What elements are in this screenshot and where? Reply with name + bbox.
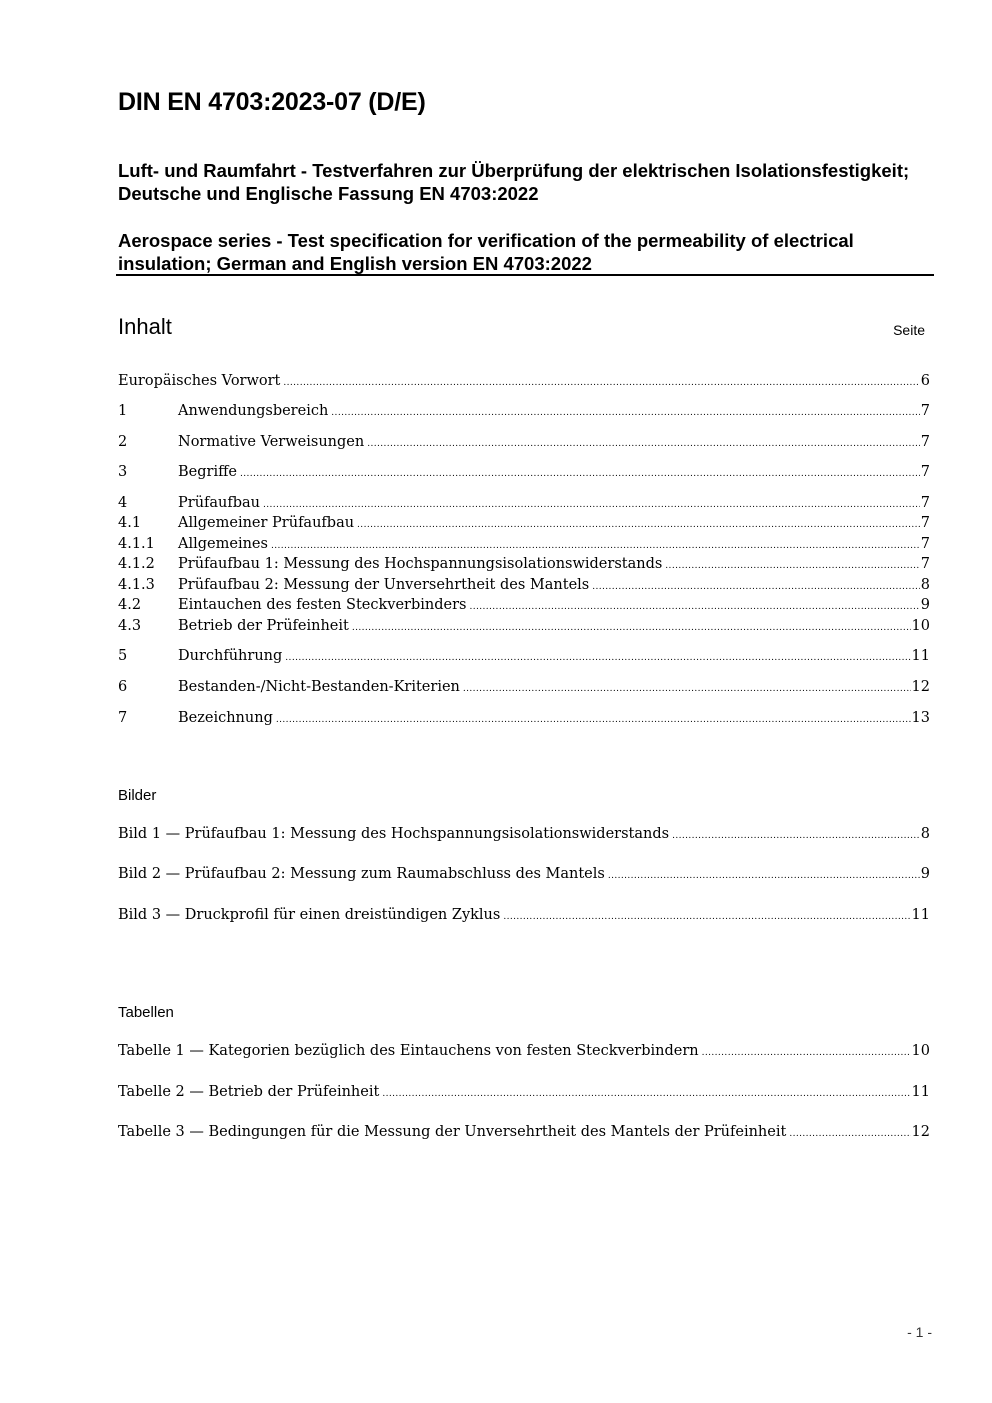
toc-leader-dots (672, 824, 920, 846)
toc-leader-dots (503, 905, 910, 927)
figure-entry-title: Bild 3 — Druckprofil für einen dreistündigen Zyklus (118, 907, 501, 923)
toc-entry-number: 4.2 (118, 597, 142, 613)
table-entry[interactable] (118, 1122, 930, 1142)
toc-leader-dots (367, 432, 920, 454)
figure-entry[interactable] (118, 824, 930, 844)
document-id-title: DIN EN 4703:2023-07 (D/E) (118, 88, 426, 116)
toc-entry-title: Anwendungsbereich (178, 403, 329, 419)
toc-entry-number: 3 (118, 464, 128, 480)
toc-entry-title: Bestanden-/Nicht-Bestanden-Kriterien (178, 679, 460, 695)
toc-entry[interactable] (118, 401, 930, 421)
toc-entry-title: Bezeichnung (178, 710, 273, 726)
toc-entry-page: 8 (920, 577, 930, 593)
toc-entry[interactable] (118, 554, 930, 574)
table-entry-page: 10 (911, 1043, 930, 1059)
toc-leader-dots (263, 493, 920, 515)
toc-entry-title: Prüfaufbau 2: Messung der Unversehrtheit des Mantels (178, 577, 590, 593)
toc-entry-page: 12 (911, 679, 930, 695)
title-divider (116, 274, 934, 276)
toc-entry-number: 4 (118, 495, 128, 511)
toc-entry-title: Begriffe (178, 464, 237, 480)
figure-entry-page: 8 (920, 826, 930, 842)
figure-entry-page: 9 (920, 866, 930, 882)
toc-entry-page: 7 (920, 515, 930, 531)
figures-heading: Bilder (118, 787, 157, 804)
toc-entry-page: 7 (920, 536, 930, 552)
table-entry[interactable] (118, 1082, 930, 1102)
table-entry-title: Tabelle 3 — Bedingungen für die Messung der Unversehrtheit des Mantels der Prüfeinheit (118, 1124, 787, 1140)
toc-entry-page: 7 (920, 556, 930, 572)
title-english: Aerospace series - Test specification for verification of the permeability of electrical insulation; German and English version EN 4703:2022 (118, 230, 854, 274)
toc-leader-dots (608, 864, 920, 886)
toc-leader-dots (240, 462, 920, 484)
toc-entry-number: 5 (118, 648, 128, 664)
toc-entry[interactable] (118, 575, 930, 595)
toc-entry[interactable] (118, 462, 930, 482)
toc-entry-page: 10 (911, 618, 930, 634)
toc-heading: Inhalt (118, 314, 172, 339)
page-number: - 1 - (907, 1324, 932, 1340)
table-entry-title: Tabelle 2 — Betrieb der Prüfeinheit (118, 1084, 380, 1100)
toc-entry-number: 4.1.2 (118, 556, 155, 572)
toc-entry[interactable] (118, 616, 930, 636)
toc-entry[interactable] (118, 595, 930, 615)
toc-entry-number: 4.1.3 (118, 577, 155, 593)
toc-leader-dots (271, 534, 920, 556)
toc-entry-number: 4.1 (118, 515, 142, 531)
toc-leader-dots (331, 401, 919, 423)
toc-entry-page: 13 (911, 710, 930, 726)
figure-entry[interactable] (118, 905, 930, 925)
toc-entry-number: 4.1.1 (118, 536, 155, 552)
toc-leader-dots (283, 371, 919, 393)
toc-entry[interactable] (118, 371, 930, 391)
toc-leader-dots (665, 554, 919, 576)
toc-entry-page: 7 (920, 464, 930, 480)
toc-leader-dots (469, 595, 919, 617)
toc-entry-title: Betrieb der Prüfeinheit (178, 618, 349, 634)
table-entry-title: Tabelle 1 — Kategorien bezüglich des Eintauchens von festen Steckverbindern (118, 1043, 699, 1059)
toc-entry-number: 2 (118, 434, 128, 450)
toc-entry-page: 7 (920, 403, 930, 419)
toc-entry-title: Eintauchen des festen Steckverbinders (178, 597, 467, 613)
toc-entry[interactable] (118, 493, 930, 513)
toc-leader-dots (382, 1082, 910, 1104)
toc-leader-dots (789, 1122, 910, 1144)
figure-entry-title: Bild 1 — Prüfaufbau 1: Messung des Hochspannungsisolationswiderstands (118, 826, 670, 842)
toc-entry-title: Allgemeiner Prüfaufbau (178, 515, 355, 531)
toc-entry-page: 11 (911, 648, 930, 664)
toc-entry[interactable] (118, 646, 930, 666)
figure-entry[interactable] (118, 864, 930, 884)
toc-leader-dots (285, 646, 910, 668)
toc-entry-number: 4.3 (118, 618, 142, 634)
figure-entry-title: Bild 2 — Prüfaufbau 2: Messung zum Raumabschluss des Mantels (118, 866, 605, 882)
toc-leader-dots (463, 677, 911, 699)
toc-entry-page: 6 (920, 373, 930, 389)
toc-leader-dots (357, 513, 920, 535)
toc-leader-dots (276, 708, 911, 730)
toc-entry-page: 7 (920, 495, 930, 511)
toc-entry-title: Durchführung (178, 648, 283, 664)
toc-entry-title: Europäisches Vorwort (118, 373, 281, 389)
toc-entry-page: 7 (920, 434, 930, 450)
toc-entry-title: Normative Verweisungen (178, 434, 365, 450)
toc-entry[interactable] (118, 534, 930, 554)
toc-entry-number: 7 (118, 710, 128, 726)
figure-entry-page: 11 (911, 907, 930, 923)
toc-entry-number: 1 (118, 403, 128, 419)
toc-page-column-label: Seite (893, 322, 925, 338)
toc-entry[interactable] (118, 513, 930, 533)
table-entry-page: 11 (911, 1084, 930, 1100)
toc-entry[interactable] (118, 677, 930, 697)
toc-entry-page: 9 (920, 597, 930, 613)
toc-leader-dots (702, 1041, 911, 1063)
table-entry-page: 12 (911, 1124, 930, 1140)
toc-entry[interactable] (118, 432, 930, 452)
toc-entry-number: 6 (118, 679, 128, 695)
toc-leader-dots (592, 575, 920, 597)
toc-leader-dots (352, 616, 911, 638)
toc-entry-title: Allgemeines (178, 536, 268, 552)
toc-entry[interactable] (118, 708, 930, 728)
table-entry[interactable] (118, 1041, 930, 1061)
toc-entry-title: Prüfaufbau 1: Messung des Hochspannungsisolationswiderstands (178, 556, 663, 572)
title-german: Luft- und Raumfahrt - Testverfahren zur Überprüfung der elektrischen Isolationsfestigkeit; Deutsche und Englische Fassung EN 4703:2022 (118, 160, 910, 204)
tables-heading: Tabellen (118, 1004, 174, 1021)
toc-entry-title: Prüfaufbau (178, 495, 261, 511)
